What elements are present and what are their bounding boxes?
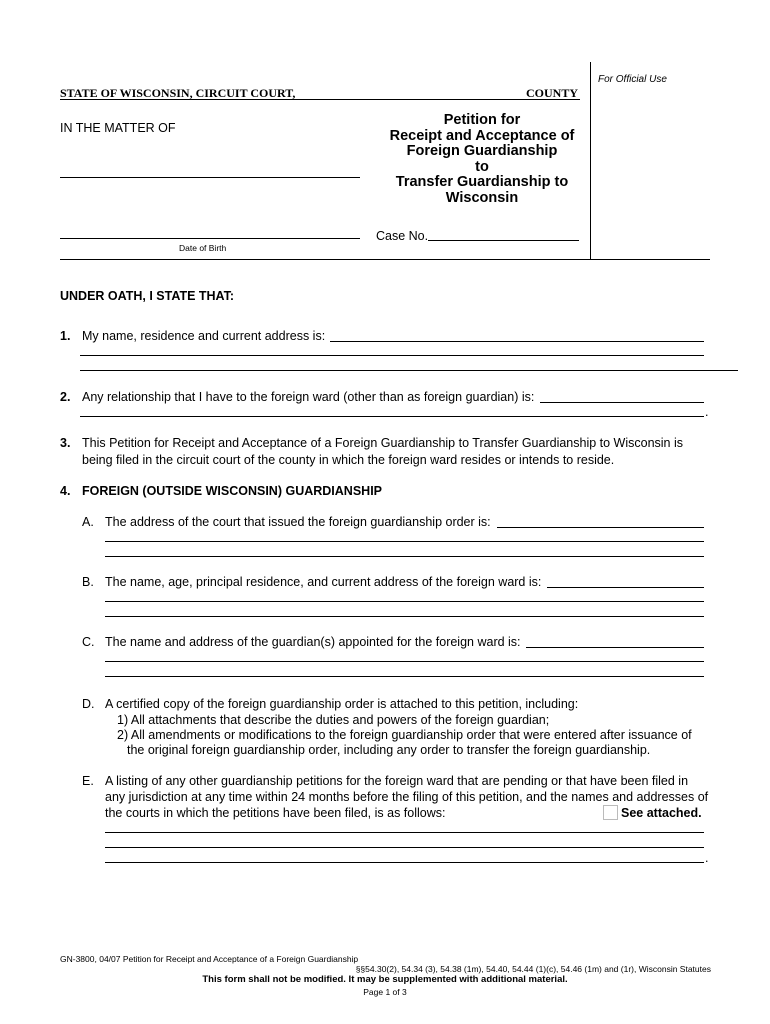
form-title xyxy=(382,113,582,206)
title-line: to xyxy=(475,158,489,175)
official-use-label: For Official Use xyxy=(598,74,667,85)
item4c-field[interactable] xyxy=(105,661,704,662)
sub-label: A. xyxy=(82,515,94,529)
title-line: Transfer Guardianship to xyxy=(395,174,569,190)
form-id: GN-3800, 04/07 Petition for Receipt and Acceptance of a Foreign Guardianship xyxy=(60,954,359,964)
item-number: 2. xyxy=(60,390,71,404)
item4e-field[interactable] xyxy=(105,862,704,863)
ward-name-field[interactable] xyxy=(60,177,360,178)
item1-field[interactable] xyxy=(330,341,704,342)
title-line: Wisconsin xyxy=(445,189,519,206)
item4b-field[interactable] xyxy=(105,601,704,602)
item4b-text: The name, age, principal residence, and current address of the foreign ward is: xyxy=(105,575,542,589)
item4e-text: the courts in which the petitions have been filed, is as follows: xyxy=(105,806,446,820)
case-no-field[interactable] xyxy=(428,240,579,241)
item4b-field[interactable] xyxy=(105,616,704,617)
statutes: §§54.30(2), 54.34 (3), 54.38 (1m), 54.40, 54.44 (1)(c), 54.46 (1m) and (1r), Wisconsin Statutes xyxy=(355,964,711,974)
item-number: 3. xyxy=(60,436,71,450)
item2-field[interactable] xyxy=(80,416,704,417)
item3-text: This Petition for Receipt and Acceptance of a Foreign Guardianship to Transfer Guardianship to Wisconsin is xyxy=(82,436,684,450)
see-attached-checkbox[interactable] xyxy=(603,805,618,820)
item-number: 1. xyxy=(60,329,71,343)
sub-label: C. xyxy=(82,635,95,649)
item4e-field[interactable] xyxy=(105,847,704,848)
sub-label: E. xyxy=(82,774,94,788)
item4a-field[interactable] xyxy=(105,556,704,557)
item4-heading: FOREIGN (OUTSIDE WISCONSIN) GUARDIANSHIP xyxy=(82,484,383,498)
case-no-label: Case No. xyxy=(376,229,429,243)
item4e-field[interactable] xyxy=(105,832,704,833)
item2-text: Any relationship that I have to the foreign ward (other than as foreign guardian) is: xyxy=(82,390,535,404)
caption-bottom-rule xyxy=(60,259,710,260)
item4c-text: The name and address of the guardian(s) appointed for the foreign ward is: xyxy=(105,635,521,649)
official-use-divider xyxy=(590,62,591,260)
item1-text: My name, residence and current address is: xyxy=(82,329,326,343)
date-of-birth-label: Date of Birth xyxy=(179,243,227,253)
item4d-text: A certified copy of the foreign guardianship order is attached to this petition, including: xyxy=(105,697,579,711)
item2-field[interactable] xyxy=(540,402,704,403)
page-number: Page 1 of 3 xyxy=(363,987,407,997)
item2-period: . xyxy=(705,405,709,419)
item-number: 4. xyxy=(60,484,71,498)
sub-label: B. xyxy=(82,575,94,589)
item4c-field[interactable] xyxy=(105,676,704,677)
title-line: Petition for xyxy=(443,112,521,128)
item4a-field[interactable] xyxy=(105,541,704,542)
modification-notice: This form shall not be modified. It may be supplemented with additional material. xyxy=(202,974,568,985)
item1-field[interactable] xyxy=(80,355,704,356)
item3-text: being filed in the circuit court of the county in which the foreign ward resides or intends to reside. xyxy=(82,453,615,467)
item4a-text: The address of the court that issued the foreign guardianship order is: xyxy=(105,515,491,529)
item1-field[interactable] xyxy=(80,370,738,371)
date-of-birth-field[interactable] xyxy=(60,238,360,239)
title-line: Foreign Guardianship xyxy=(406,143,558,159)
item4d-text: 1) All attachments that describe the duties and powers of the foreign guardian; xyxy=(117,713,550,727)
item4d-text: the original foreign guardianship order, including any order to transfer the foreign guardianship. xyxy=(127,743,651,757)
item4b-field[interactable] xyxy=(547,587,704,588)
see-attached-label: See attached. xyxy=(621,806,702,820)
court-label: STATE OF WISCONSIN, CIRCUIT COURT, xyxy=(60,86,296,100)
item4e-period: . xyxy=(705,851,709,865)
title-line: Receipt and Acceptance of xyxy=(389,127,575,144)
county-field[interactable] xyxy=(60,99,580,100)
item4e-text: A listing of any other guardianship petitions for the foreign ward that are pending or that have been filed in xyxy=(105,774,689,788)
county-label: COUNTY xyxy=(526,86,579,100)
item4e-text: any jurisdiction at any time within 24 months before the filing of this petition, and the names and addresses of xyxy=(105,790,709,804)
item4c-field[interactable] xyxy=(526,647,704,648)
in-the-matter-of: IN THE MATTER OF xyxy=(60,121,176,135)
item4a-field[interactable] xyxy=(497,527,704,528)
sub-label: D. xyxy=(82,697,95,711)
item4d-text: 2) All amendments or modifications to the foreign guardianship order that were entered after issuance of xyxy=(117,728,692,742)
oath-heading: UNDER OATH, I STATE THAT: xyxy=(60,289,235,303)
